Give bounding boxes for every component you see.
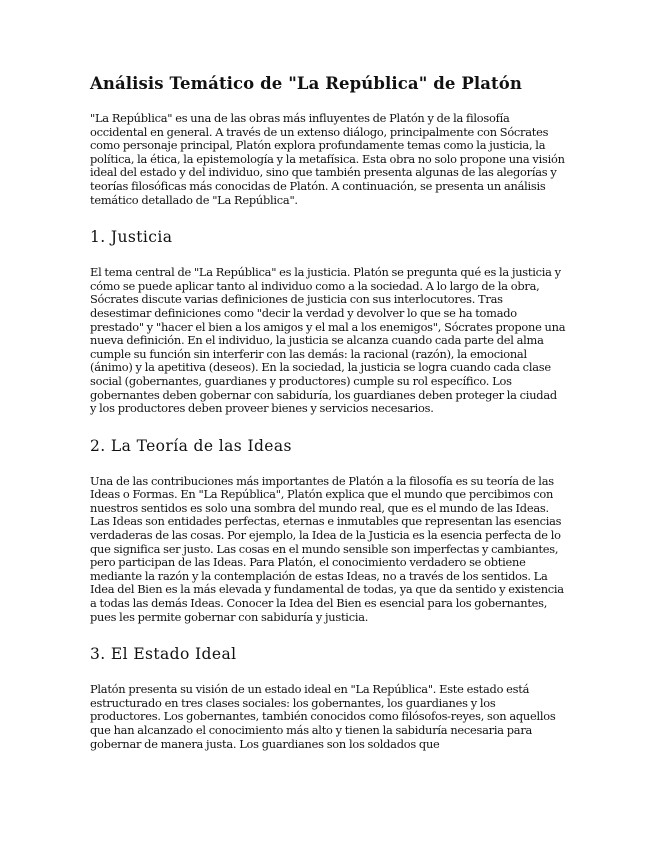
section-heading: 1. Justicia xyxy=(90,228,173,247)
section-heading: 3. El Estado Ideal xyxy=(90,645,237,664)
section-body: Una de las contribuciones más importantes de Platón a la filosofía es su teoría de las Ideas o Formas. En "La República", Platón explica que el mundo que percibimos con nuestros sentidos es solo una sombra del mundo real, que es el mundo de las Ideas. Las Ideas son entidades perfectas, eternas e inmutables que representan las esencias verdaderas de las cosas. Por ejemplo, la Idea de la Justicia es la esencia perfecta de lo que significa ser justo. Las cosas en el mundo sensible son imperfectas y cambiantes, pero participan de las Ideas. Para Platón, el conocimiento verdadero se obtiene mediante la razón y la contemplación de estas Ideas, no a través de los sentidos. La Idea del Bien es la más elevada y fundamental de todas, ya que da sentido y existencia a todas las demás Ideas. Conocer la Idea del Bien es esencial para los gobernantes, pues les permite gobernar con sabiduría y justicia. xyxy=(90,473,564,624)
section-justicia xyxy=(90,226,566,416)
document-page xyxy=(90,72,566,770)
section-body: El tema central de "La República" es la justicia. Platón se pregunta qué es la justicia y cómo se puede aplicar tanto al individuo como a la sociedad. A lo largo de la obra, Sócrates discute varias definiciones de justicia con sus interlocutores. Tras desestimar definiciones como "decir la verdad y devolver lo que se ha tomado prestado" y "hacer el bien a los amigos y el mal a los enemigos", Sócrates propone una nueva definición. En el individuo, la justicia se alcanza cuando cada parte del alma cumple su función sin interferir con las demás: la racional (razón), la emocional (ánimo) y la apetitiva (deseos). En la sociedad, la justicia se logra cuando cada clase social (gobernantes, guardianes y productores) cumple su rol específico. Los gobernantes deben gobernar con sabiduría, los guardianes deben proteger la ciudad y los productores deben proveer bienes y servicios necesarios. xyxy=(90,265,566,416)
document-title: Análisis Temático de "La República" de Platón xyxy=(90,74,522,93)
section-teoria-ideas xyxy=(90,435,566,625)
section-estado-ideal xyxy=(90,643,566,751)
section-heading: 2. La Teoría de las Ideas xyxy=(90,436,292,455)
intro-paragraph: "La República" es una de las obras más influyentes de Platón y de la filosofía occidental en general. A través de un extenso diálogo, principalmente con Sócrates como personaje principal, Platón explora profundamente temas como la justicia, la política, la ética, la epistemología y la metafísica. Esta obra no solo propone una visión ideal del estado y del individuo, sino que también presenta algunas de las alegorías y teorías filosóficas más conocidas de Platón. A continuación, se presenta un análisis temático detallado de "La República". xyxy=(90,111,565,207)
section-body: Platón presenta su visión de un estado ideal en "La República". Este estado está estructurado en tres clases sociales: los gobernantes, los guardianes y los productores. Los gobernantes, también conocidos como filósofos-reyes, son aquellos que han alcanzado el conocimiento más alto y tienen la sabiduría necesaria para gobernar de manera justa. Los guardianes son los soldados que xyxy=(90,682,556,751)
